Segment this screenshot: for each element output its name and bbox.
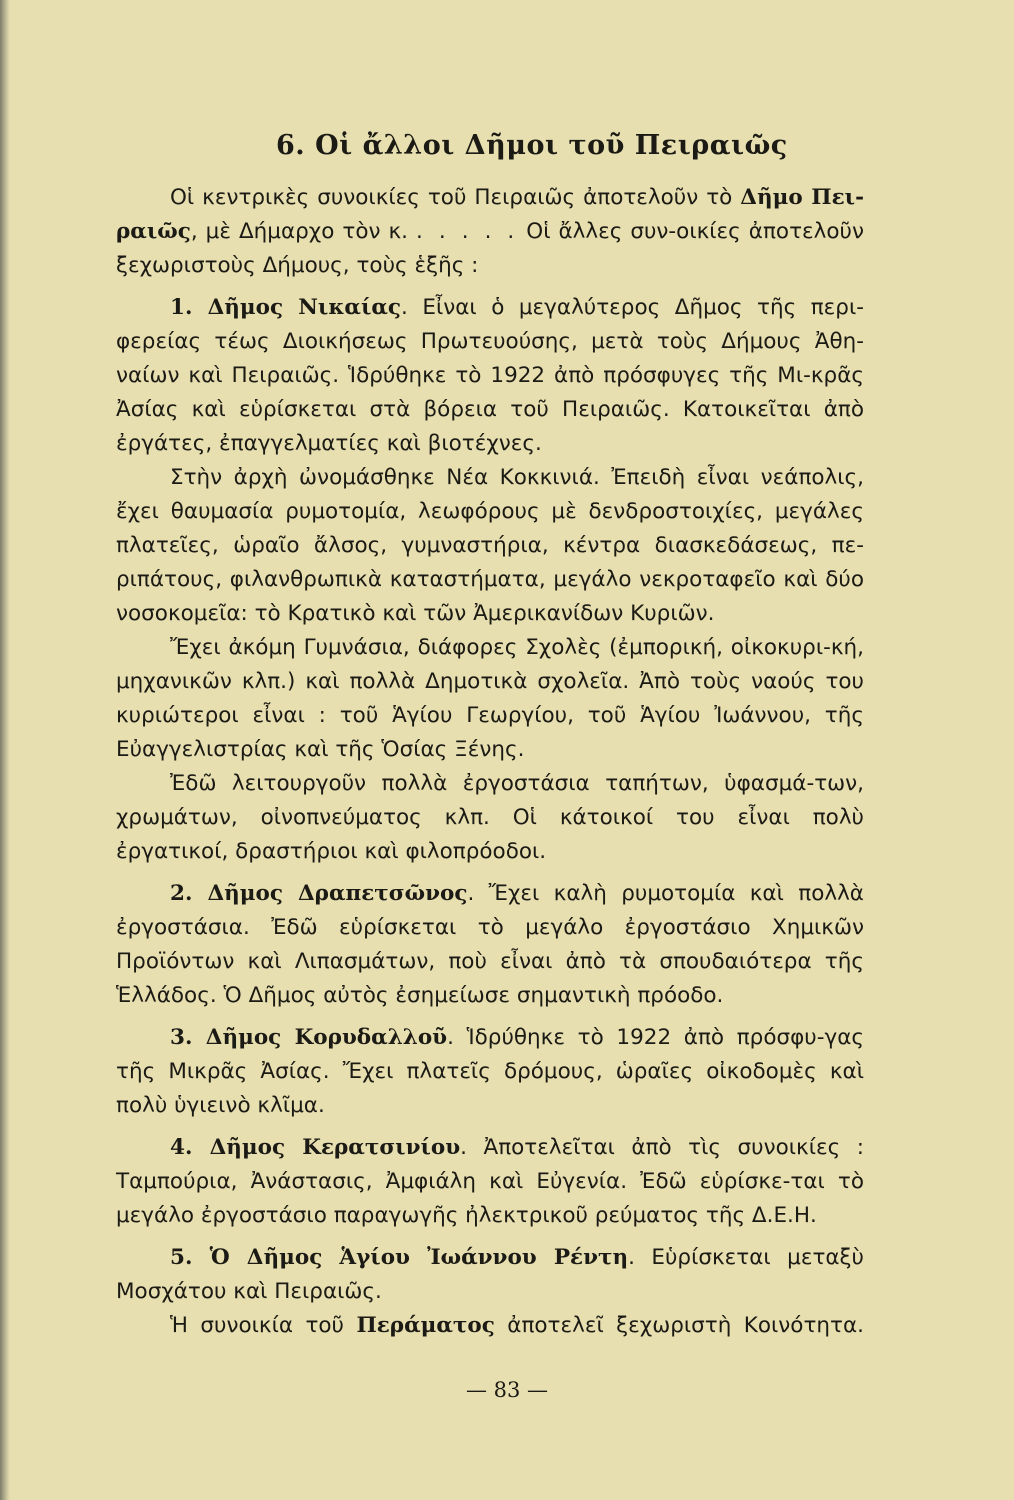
keratsini-title: 4. Δῆμος Κερατσινίου [170,1135,461,1160]
drapetsona-text: . Ἔχει καλὴ ρυμοτομία καὶ πολλὰ ἐργοστάσια. Ἐδῶ εὑρίσκεται τὸ μεγάλο ἐργοστάσιο Χημικῶν Προϊόντων καὶ Λιπασμάτων, ποὺ εἶναι ἀπὸ τὰ σπουδαιότερα τῆς Ἑλλάδος. Ὁ Δῆμος αὐτὸς ἐσημείωσε σημαντικὴ πρόοδο. [116,881,864,1008]
nikaia-text-3: Ἔχει ἀκόμη Γυμνάσια, διάφορες Σχολὲς (ἐμπορική, οἰκοκυρι-κή, μηχανικῶν κλπ.) καὶ πολλὰ Δημοτικὰ σχολεῖα. Ἀπὸ τοὺς ναούς του κυριώτεροι εἶναι : τοῦ Ἁγίου Γεωργίου, τοῦ Ἁγίου Ἰωάννου, τῆς Εὐαγγελιστρίας καὶ τῆς Ὁσίας Ξένης. [116,635,864,762]
korydallos-text: . Ἱδρύθηκε τὸ 1922 ἀπὸ πρόσφυ-γας τῆς Μικρᾶς Ἀσίας. Ἔχει πλατεῖς δρόμους, ὡραῖες οἰκοδομὲς καὶ πολὺ ὑγιεινὸ κλῖμα. [116,1025,864,1118]
nikaia-paragraph-4 [116,767,864,869]
keratsini-paragraph [116,1131,864,1233]
drapetsona-title: 2. Δῆμος Δραπετσῶνος [170,881,468,906]
nikaia-text-1: . Εἶναι ὁ μεγαλύτερος Δῆμος τῆς περι-φερείας τέως Διοικήσεως Πρωτευούσης, μετὰ τοὺς Δήμους Ἀθη-ναίων καὶ Πειραιῶς. Ἱδρύθηκε τὸ 1922 ἀπὸ πρόσφυγες τῆς Μι-κρᾶς Ἀσίας καὶ εὑρίσκεται στὰ βόρεια τοῦ Πειραιῶς. Κατοικεῖται ἀπὸ ἐργάτες, ἐπαγγελματίες καὶ βιοτέχνες. [116,295,864,456]
agios-ioannis-rentis-text: . Εὑρίσκεται μεταξὺ Μοσχάτου καὶ Πειραιῶς. [116,1245,864,1304]
intro-text-2: , μὲ Δήμαρχο τὸν κ. [190,219,409,244]
section-heading: 6. Οἱ ἄλλοι Δῆμοι τοῦ Πειραιῶς [276,130,788,161]
intro-paragraph [116,181,864,283]
drapetsona-paragraph [116,877,864,1013]
perama-name: Περάματος [356,1313,495,1338]
page-number: — 83 — [465,1378,549,1402]
intro-text-1: Οἱ κεντρικὲς συνοικίες τοῦ Πειραιῶς ἀποτελοῦν τὸ [170,185,733,210]
perama-text-2: ἀποτελεῖ ξεχωριστὴ Κοινότητα. [507,1313,864,1338]
nikaia-paragraph-3 [116,631,864,767]
page-edge [0,0,10,1500]
nikaia-paragraph-2 [116,461,864,631]
korydallos-title: 3. Δῆμος Κορυδαλλοῦ [170,1025,448,1050]
nikaia-text-2: Στὴν ἀρχὴ ὠνομάσθηκε Νέα Κοκκινιά. Ἐπειδὴ εἶναι νεάπολις, ἔχει θαυμασία ρυμοτομία, λεωφόρους μὲ δενδροστοιχίες, μεγάλες πλατεῖες, ὡραῖο ἄλσος, γυμναστήρια, κέντρα διασκεδάσεως, πε-ριπάτους, φιλανθρωπικὰ καταστήματα, μεγάλο νεκροταφεῖο καὶ δύο νοσοκομεῖα: τὸ Κρατικὸ καὶ τῶν Ἀμερικανίδων Κυριῶν. [116,465,864,626]
nikaia-title: 1. Δῆμος Νικαίας [170,295,402,320]
perama-text-1: Ἡ συνοικία τοῦ [170,1313,344,1338]
intro-municipality-piraeus: Δῆμο Πει-ραιῶς [116,185,864,244]
korydallos-paragraph [116,1021,864,1123]
agios-ioannis-rentis-title: 5. Ὁ Δῆμος Ἁγίου Ἰωάννου Ρέντη [170,1245,629,1270]
page-content [116,130,864,1343]
nikaia-text-4: Ἐδῶ λειτουργοῦν πολλὰ ἐργοστάσια ταπήτων, ὑφασμά-των, χρωμάτων, οἰνοπνεύματος κλπ. Οἱ κάτοικοί του εἶναι πολὺ ἐργατικοί, δραστήριοι καὶ φιλοπρόοδοι. [116,771,864,864]
perama-paragraph [116,1309,864,1343]
agios-ioannis-rentis-paragraph [116,1241,864,1309]
intro-text-3: Οἱ ἄλλες συν-οικίες ἀποτελοῦν ξεχωριστοὺς Δήμους, τοὺς ἑξῆς : [116,219,864,278]
keratsini-text: . Ἀποτελεῖται ἀπὸ τὶς συνοικίες : Ταμπούρια, Ἀνάστασις, Ἀμφιάλη καὶ Εὐγενία. Ἐδῶ εὑρίσκε-ται τὸ μεγάλο ἐργοστάσιο παραγωγῆς ἠλεκτρικοῦ ρεύματος τῆς Δ.Ε.Η. [116,1135,864,1228]
intro-blank-dots: . . . . . [416,219,519,244]
nikaia-paragraph-1 [116,291,864,461]
